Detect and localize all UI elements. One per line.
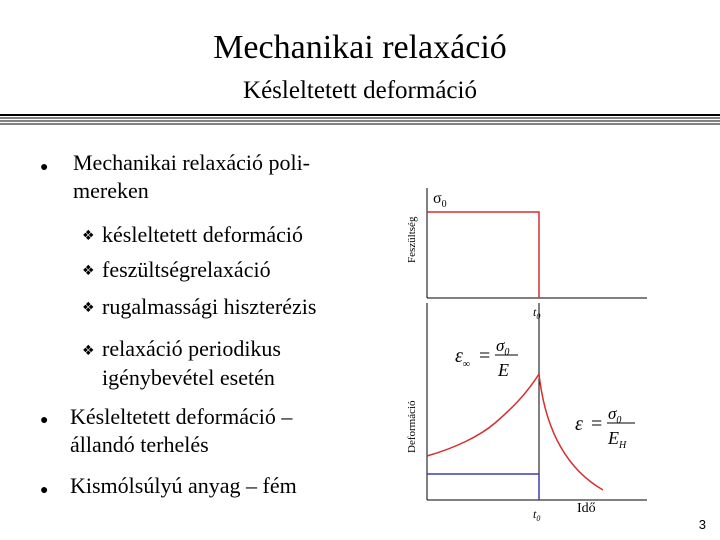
checkmark-bullet-icon: ❖ [82,300,95,316]
bullet-text: Késleltetett deformáció – [70,404,293,429]
formula-eps-h [575,404,635,451]
relaxation-diagram [395,178,655,523]
t0-bottom-label: $t_0$ [533,507,541,523]
bullet-text: mereken [73,178,149,203]
subbullet-text: feszültségrelaxáció [102,257,271,282]
svg-text:E: E [498,360,509,380]
time-label: Idő [577,501,596,516]
sigma-label: $\sigma_0$ [433,190,447,210]
checkmark-bullet-icon: ❖ [82,343,95,359]
slide-subtitle: Késleltetett deformáció [243,77,477,104]
subbullet-text: relaxáció periodikus [102,336,281,361]
bullet-text: Kismólsúlyú anyag – fém [70,473,297,498]
formula-eps-inf [455,336,518,380]
bullet-dot: ● [40,160,49,175]
svg-text:σ0: $\sigma_0$ [496,336,510,358]
stress-step-line [427,212,539,298]
t0-top-label: $t_0$ [533,305,541,321]
creep-curve [427,374,539,456]
elastic-strain-line [427,474,539,500]
stress-axis-label: Feszültség [406,216,418,263]
checkmark-bullet-icon: ❖ [82,228,95,244]
title-divider [0,114,720,126]
page-number: 3 [698,517,706,532]
bullet-text: állandó terhelés [70,432,209,457]
svg-text:σ0: $\sigma_0$ [608,404,622,426]
svg-text:=: = [591,413,603,435]
bullet-dot: ● [40,413,49,428]
svg-text:ε: ε [575,413,583,435]
svg-text:EH: $E_H$ [608,428,627,451]
checkmark-bullet-icon: ❖ [82,263,95,279]
strain-axis-label: Deformáció [406,400,418,453]
svg-text:ε∞: $\varepsilon_\infty$ [455,345,471,370]
slide-title: Mechanikai relaxáció [213,29,507,66]
svg-text:=: = [479,345,491,367]
bullet-text: Mechanikai relaxáció poli- [73,150,311,175]
subbullet-text: rugalmassági hiszterézis [102,294,317,319]
bullet-dot: ● [40,483,49,498]
subbullet-text: igénybevétel esetén [102,365,275,390]
subbullet-text: késleltetett deformáció [102,222,303,247]
